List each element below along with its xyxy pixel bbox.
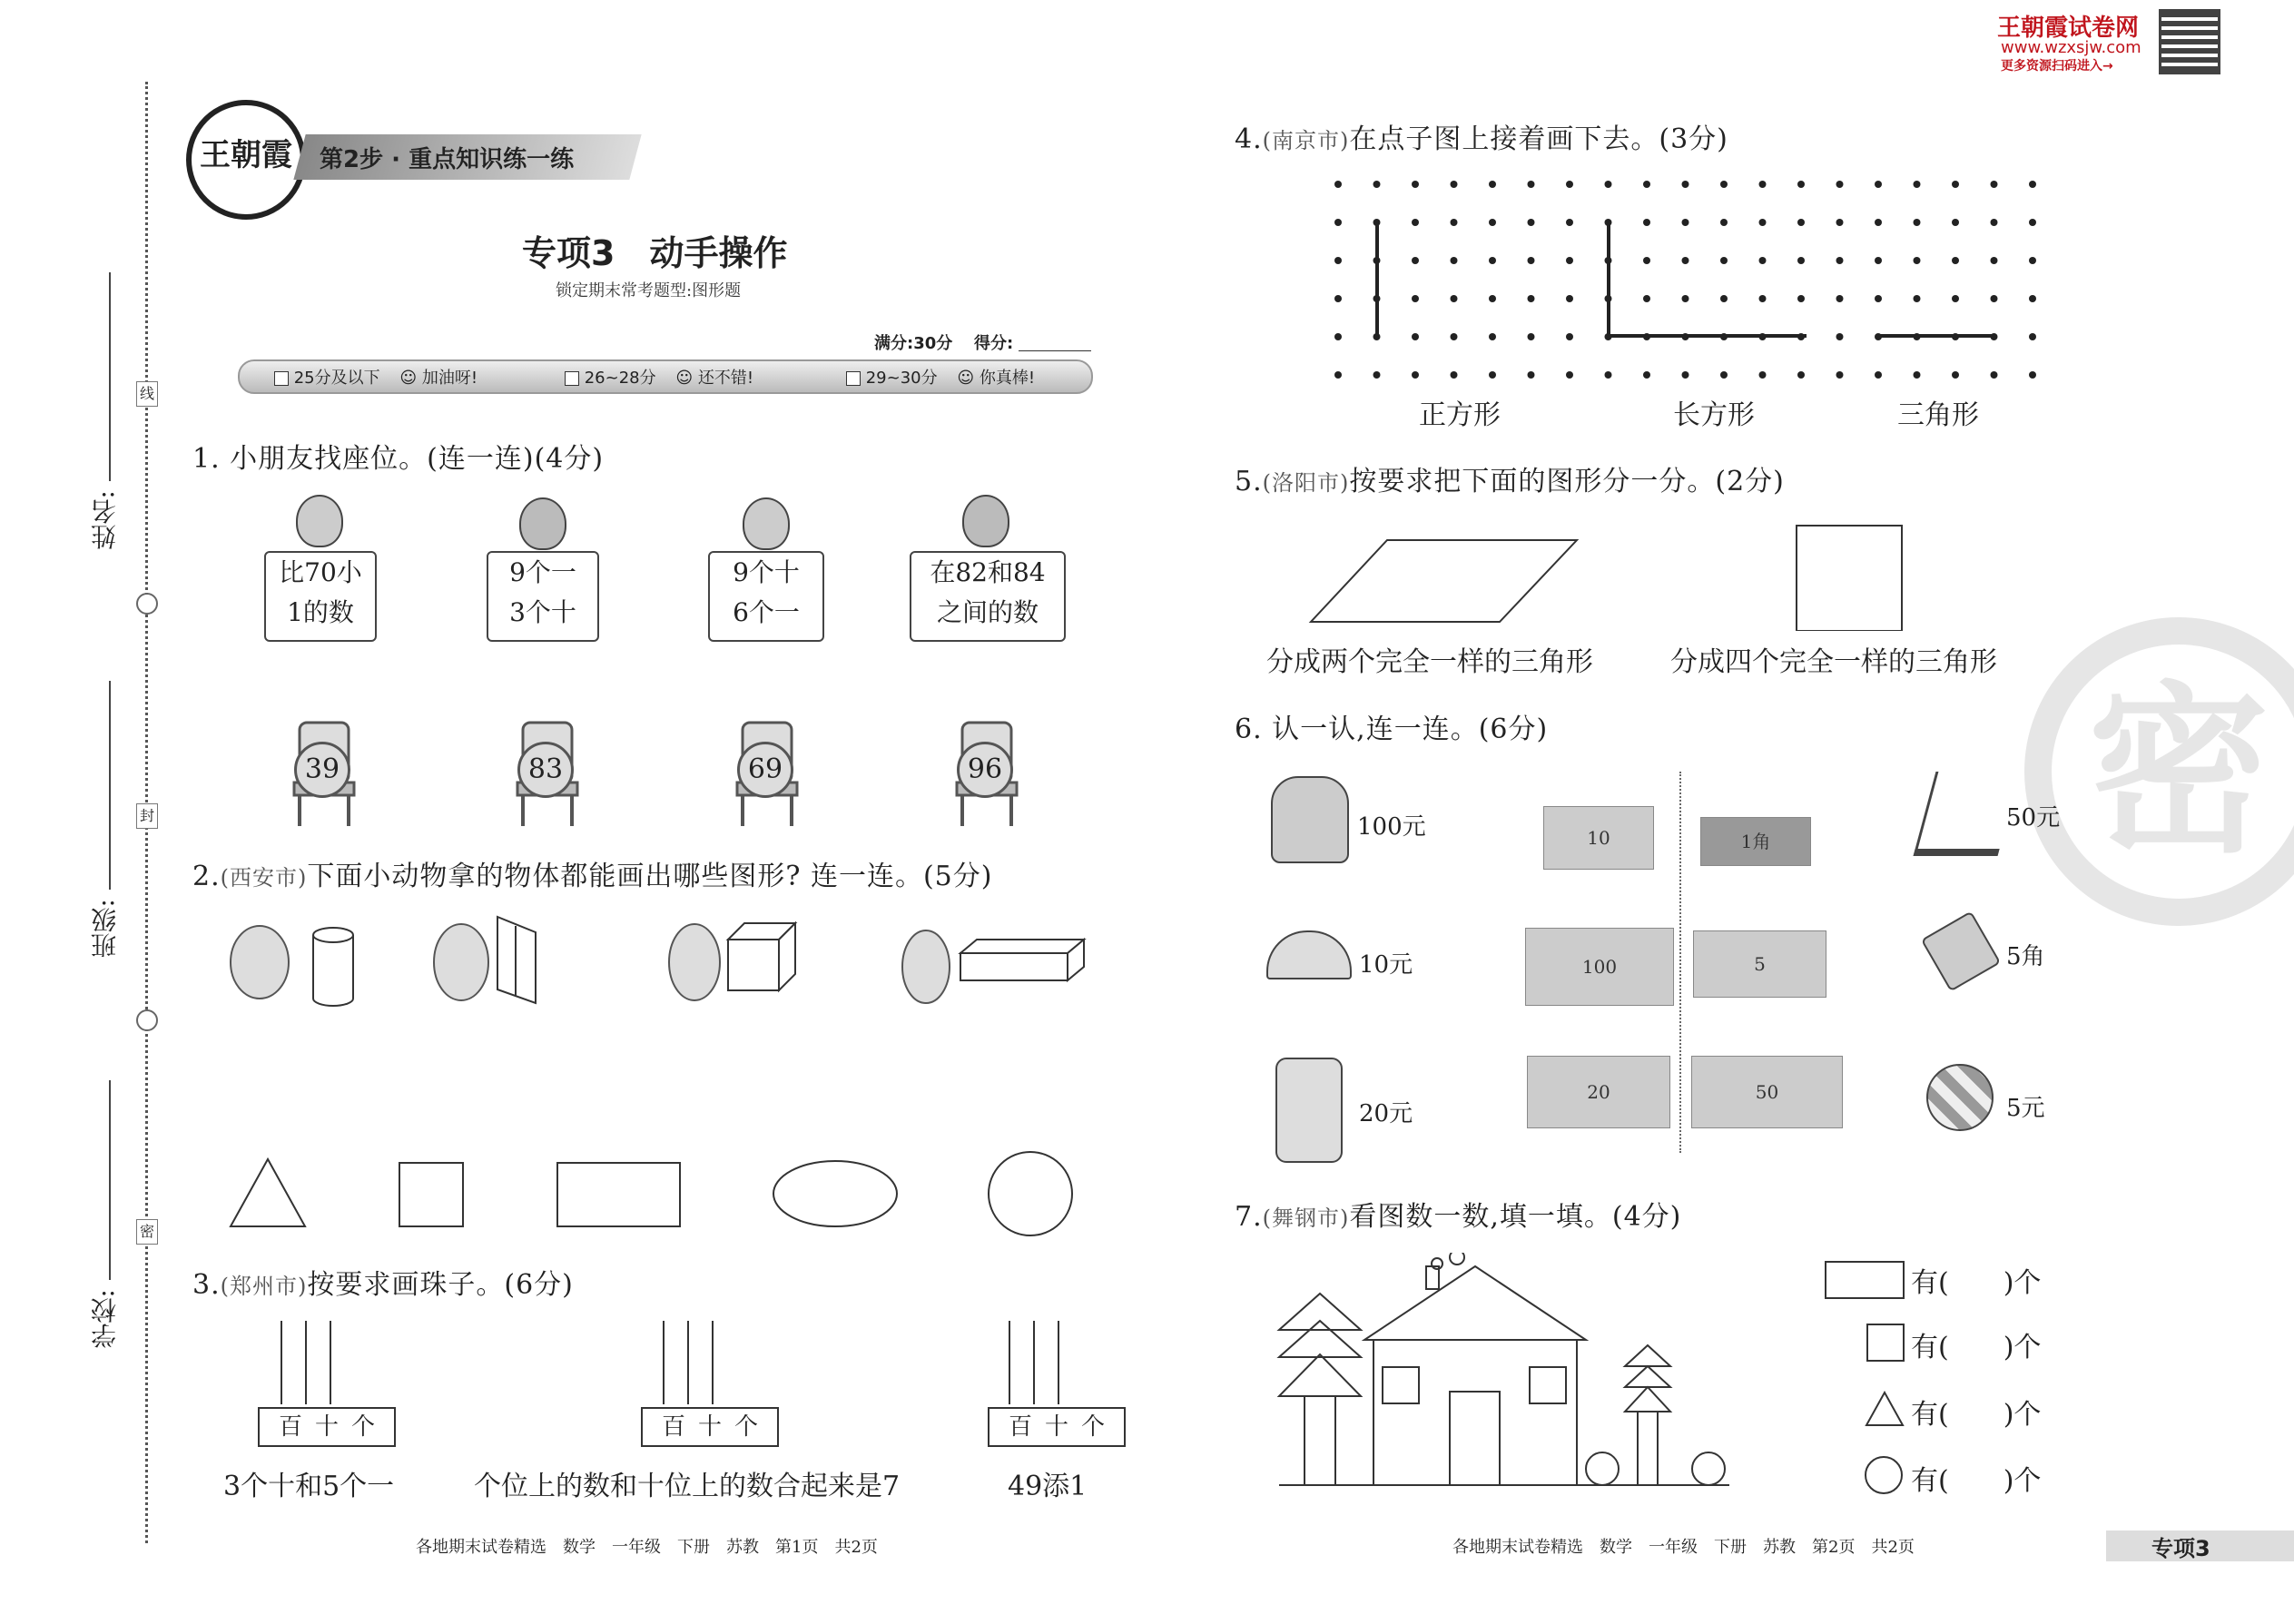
bottle-icon (1275, 1058, 1343, 1163)
grid-dot[interactable] (1334, 219, 1342, 226)
price-label[interactable]: 50元 (2006, 804, 2061, 832)
q5-city: (洛阳市) (1262, 470, 1350, 496)
grid-dot[interactable] (2029, 257, 2036, 264)
grid-dot[interactable] (1836, 181, 1844, 188)
grid-dot[interactable] (1914, 257, 1921, 264)
q5-shapes (1307, 522, 1943, 631)
q1-card-line2: 之间的数 (936, 597, 1039, 627)
q7-city: (舞钢市) (1262, 1206, 1350, 1231)
abacus-caption: 49添1 (1008, 1471, 1088, 1502)
rating-range: 26~28分 (584, 369, 656, 388)
abacus-3 (1009, 1321, 1058, 1404)
smiley-icon: ☺ (675, 369, 694, 388)
abacus-label: 百十个 (641, 1407, 779, 1447)
grid-dot[interactable] (1991, 219, 1998, 226)
q1-card[interactable] (264, 551, 377, 642)
q5-label: 分成四个完全一样的三角形 (1670, 646, 1997, 678)
price-label[interactable]: 20元 (1359, 1100, 1413, 1127)
grid-dot[interactable] (1451, 219, 1458, 226)
grid-dot[interactable] (1914, 295, 1921, 302)
grid-dot[interactable] (1489, 333, 1496, 340)
price-label[interactable]: 10元 (1359, 951, 1413, 979)
square-shape (1797, 526, 1902, 631)
banknote[interactable] (1691, 1056, 1843, 1128)
grid-dot[interactable] (2029, 295, 2036, 302)
desk-lamp-icon (1914, 772, 2021, 856)
grid-dot[interactable] (1797, 219, 1805, 226)
grid-dot[interactable] (1682, 295, 1689, 302)
q1-card[interactable] (487, 551, 599, 642)
grid-dot[interactable] (1334, 257, 1342, 264)
grid-dot[interactable] (1952, 181, 1959, 188)
fold-char-3: 密 (136, 1219, 158, 1245)
count-triangles[interactable]: 有( )个 (1911, 1399, 2042, 1431)
score-label: 得分: (974, 334, 1014, 353)
grid-dot[interactable] (1643, 257, 1650, 264)
grid-dot[interactable] (1528, 295, 1535, 302)
grid-dot[interactable] (1489, 181, 1496, 188)
grid-dot[interactable] (1451, 371, 1458, 379)
count-rectangles[interactable]: 有( )个 (1911, 1267, 2042, 1299)
q2-text: 下面小动物拿的物体都能画出哪些图形? 连一连。(5分) (307, 861, 993, 892)
school-field[interactable] (109, 1080, 111, 1280)
grid-dot[interactable] (1875, 371, 1882, 379)
grid-dot[interactable] (1373, 181, 1381, 188)
grid-dot[interactable] (1991, 257, 1998, 264)
grid-dot[interactable] (1334, 371, 1342, 379)
page-title: 专项3 动手操作 (522, 233, 788, 273)
grid-dot[interactable] (1489, 371, 1496, 379)
banknote[interactable] (1693, 930, 1826, 998)
grid-dot[interactable] (1451, 257, 1458, 264)
grid-dot[interactable] (1875, 295, 1882, 302)
q1-card-line1: 9个一 (509, 557, 576, 587)
abacus-rods (254, 1321, 1108, 1412)
q1-card-line2: 3个十 (509, 597, 576, 627)
q2-number: 2. (192, 861, 221, 892)
seat-number[interactable]: 69 (737, 742, 793, 798)
grid-dot[interactable] (1875, 257, 1882, 264)
grid-dot[interactable] (1759, 219, 1767, 226)
grid-dot[interactable] (1797, 181, 1805, 188)
grid-dot[interactable] (1489, 295, 1496, 302)
grid-dot[interactable] (1797, 257, 1805, 264)
grid-dot[interactable] (1952, 371, 1959, 379)
q6-divider (1679, 772, 1681, 1153)
q3-number: 3. (192, 1269, 221, 1301)
q3-title (192, 1262, 574, 1302)
grid-dot[interactable] (1412, 219, 1419, 226)
score-field[interactable] (1019, 350, 1091, 351)
grid-dot[interactable] (1334, 333, 1342, 340)
cuboid-icon (960, 940, 1084, 980)
banknote-value: 1角 (1740, 831, 1771, 852)
grid-dot[interactable] (2029, 181, 2036, 188)
q1-card-line1: 在82和84 (930, 557, 1046, 587)
grid-dot[interactable] (1797, 371, 1805, 379)
grid-dot[interactable] (1566, 333, 1573, 340)
q2-city: (西安市) (220, 865, 308, 891)
q5-text: 按要求把下面的图形分一分。(2分) (1349, 466, 1785, 497)
count-circles[interactable]: 有( )个 (1911, 1465, 2042, 1497)
grid-dot[interactable] (1759, 257, 1767, 264)
class-field[interactable] (109, 681, 111, 890)
grid-dot[interactable] (1489, 219, 1496, 226)
grid-dot[interactable] (1528, 333, 1535, 340)
tree-right (1625, 1345, 1670, 1485)
triangular-prism-icon (497, 917, 536, 1003)
grid-dot[interactable] (1682, 181, 1689, 188)
seat-number[interactable]: 39 (294, 742, 350, 798)
site-url[interactable]: www.wzxsjw.com (2001, 38, 2141, 57)
q7-number: 7. (1235, 1201, 1263, 1233)
grid-dot[interactable] (1759, 181, 1767, 188)
grid-dot[interactable] (1682, 371, 1689, 379)
backpack-icon (1271, 776, 1349, 863)
cube-icon (728, 923, 795, 990)
fold-char-1: 线 (136, 381, 158, 407)
price-label[interactable]: 5角 (2006, 943, 2045, 970)
rabbit-icon (902, 930, 950, 1003)
grid-dot[interactable] (1566, 295, 1573, 302)
monkey-icon (669, 924, 720, 1000)
grid-dot[interactable] (1682, 219, 1689, 226)
rating-comment: 你真棒! (979, 369, 1036, 388)
grid-dot[interactable] (1412, 333, 1419, 340)
checkbox-icon[interactable] (565, 371, 579, 386)
grid-dot[interactable] (1914, 219, 1921, 226)
q4-city: (南京市) (1262, 128, 1350, 153)
site-brand[interactable]: 王朝霞试卷网 (1997, 15, 2140, 42)
grid-dot[interactable] (1412, 371, 1419, 379)
watermark-char: 密 (2087, 664, 2269, 878)
seat-number[interactable]: 96 (957, 742, 1013, 798)
q4-text: 在点子图上接着画下去。(3分) (1349, 123, 1728, 155)
grid-dot[interactable] (1759, 371, 1767, 379)
checkbox-icon[interactable] (274, 371, 289, 386)
beach-ball-icon (1926, 1064, 1994, 1131)
fold-char-2: 封 (136, 803, 158, 829)
kid-icon (743, 497, 790, 550)
grid-dot[interactable] (1605, 371, 1612, 379)
grid-dot[interactable] (1566, 181, 1573, 188)
banknote[interactable] (1525, 928, 1674, 1006)
price-label[interactable]: 5元 (2006, 1095, 2045, 1122)
cylinder-icon (313, 928, 353, 1006)
grid-dot[interactable] (1451, 181, 1458, 188)
dog-icon (231, 926, 289, 999)
cap-icon (1266, 930, 1352, 979)
grid-dot[interactable] (1952, 257, 1959, 264)
abacus-caption: 个位上的数和十位上的数合起来是7 (474, 1471, 901, 1502)
grid-dot[interactable] (1643, 371, 1650, 379)
grid-dot[interactable] (1720, 371, 1728, 379)
q4-title (1235, 116, 1728, 156)
q7-title (1235, 1194, 1681, 1234)
grid-dot[interactable] (1914, 181, 1921, 188)
rating-range: 29~30分 (865, 369, 938, 388)
grid-dot[interactable] (1875, 181, 1882, 188)
grid-dot[interactable] (1991, 371, 1998, 379)
dot-grid[interactable] (1325, 172, 2088, 390)
grid-dot[interactable] (1566, 371, 1573, 379)
grid-dot[interactable] (1991, 295, 1998, 302)
triangle-shape (1865, 1391, 1905, 1427)
squirrel-icon (434, 924, 488, 1000)
grid-dot[interactable] (1952, 219, 1959, 226)
abacus-1 (281, 1321, 330, 1404)
rating-range: 25分及以下 (293, 369, 380, 388)
q1-card[interactable] (910, 551, 1066, 642)
grid-dot[interactable] (1373, 371, 1381, 379)
grid-dot[interactable] (1759, 295, 1767, 302)
parallelogram-shape (1311, 540, 1577, 622)
grid-dot[interactable] (1720, 295, 1728, 302)
binding-hole (136, 593, 158, 615)
grid-dot[interactable] (1412, 295, 1419, 302)
grid-dot[interactable] (1720, 219, 1728, 226)
qr-code-icon[interactable] (2159, 9, 2220, 74)
grid-dot[interactable] (1720, 181, 1728, 188)
grid-dot[interactable] (1412, 257, 1419, 264)
seat-number[interactable]: 83 (517, 742, 574, 798)
grid-dot[interactable] (1412, 181, 1419, 188)
rating-3[interactable] (846, 365, 1035, 389)
q1-card-line1: 9个十 (733, 557, 800, 587)
class-label: 班级: (90, 899, 120, 959)
q5-label: 分成两个完全一样的三角形 (1266, 646, 1593, 678)
binding-hole (136, 1009, 158, 1031)
grid-dot[interactable] (1528, 371, 1535, 379)
footer-right: 各地期末试卷精选 数学 一年级 下册 苏教 第2页 共2页 (1452, 1538, 1915, 1557)
grid-dot[interactable] (1643, 295, 1650, 302)
q2-shapes (227, 1148, 1089, 1239)
grid-dot[interactable] (1836, 295, 1844, 302)
grid-dot[interactable] (1528, 219, 1535, 226)
rectangle-shape (557, 1163, 680, 1226)
triangle-shape (231, 1159, 305, 1226)
grid-dot[interactable] (1875, 219, 1882, 226)
school-label: 学校: (90, 1289, 120, 1349)
circle-shape (1865, 1456, 1903, 1494)
q1-card[interactable] (708, 551, 824, 642)
rating-1[interactable] (274, 365, 478, 389)
full-score: 满分:30分 (874, 334, 953, 353)
grid-dot[interactable] (1489, 257, 1496, 264)
grid-dot[interactable] (1836, 219, 1844, 226)
q2-animals-objects (227, 912, 1089, 1012)
grid-dot[interactable] (1451, 295, 1458, 302)
grid-dot[interactable] (1682, 257, 1689, 264)
banknote-value: 10 (1587, 827, 1610, 849)
q2-title (192, 853, 992, 893)
q6-title: 6. 认一认,连一连。(6分) (1235, 714, 1549, 745)
grid-dot[interactable] (1334, 295, 1342, 302)
site-promo: 更多资源扫码进入→ (2001, 59, 2113, 74)
grid-dot[interactable] (2029, 219, 2036, 226)
banknote[interactable] (1543, 806, 1654, 870)
q3-text: 按要求画珠子。(6分) (307, 1269, 574, 1301)
q1-card-line2: 6个一 (733, 597, 800, 627)
abacus-label: 百十个 (988, 1407, 1126, 1447)
q7-text: 看图数一数,填一填。(4分) (1349, 1201, 1682, 1233)
q4-label: 三角形 (1897, 399, 1979, 431)
abacus-2 (664, 1321, 713, 1404)
banknote-value: 50 (1755, 1081, 1779, 1103)
page-subtitle: 锁定期末常考题型:图形题 (556, 281, 742, 300)
name-label: 姓名: (90, 490, 120, 550)
q5-number: 5. (1235, 466, 1263, 497)
banknote-value: 5 (1754, 953, 1766, 975)
grid-dot[interactable] (1914, 371, 1921, 379)
grid-dot[interactable] (2029, 371, 2036, 379)
grid-dot[interactable] (1836, 371, 1844, 379)
q5-title (1235, 458, 1785, 498)
step-title: 第2步 · 重点知识练一练 (320, 146, 575, 173)
grid-dot[interactable] (1528, 181, 1535, 188)
house-picture (1275, 1253, 1738, 1489)
grid-dot[interactable] (1836, 333, 1844, 340)
q1-title: 1. 小朋友找座位。(连一连)(4分) (192, 443, 605, 475)
tree-left (1279, 1294, 1361, 1485)
grid-dot[interactable] (1528, 257, 1535, 264)
price-label[interactable]: 100元 (1357, 813, 1426, 841)
grid-dot[interactable] (1720, 257, 1728, 264)
snack-icon (1921, 910, 2001, 991)
house (1364, 1253, 1586, 1485)
footer-left: 各地期末试卷精选 数学 一年级 下册 苏教 第1页 共2页 (416, 1538, 878, 1557)
square-shape (399, 1163, 463, 1226)
rating-2[interactable] (565, 365, 753, 389)
banknote[interactable] (1700, 817, 1811, 866)
ball (1692, 1452, 1725, 1485)
grid-dot[interactable] (1836, 257, 1844, 264)
q1-card-line2: 1的数 (287, 597, 354, 627)
q4-label: 正方形 (1419, 399, 1501, 431)
rectangle-start (1609, 222, 1807, 336)
brand-badge (186, 100, 306, 220)
grid-dot[interactable] (1952, 295, 1959, 302)
ball (1586, 1452, 1619, 1485)
abacus-caption: 3个十和5个一 (223, 1471, 395, 1502)
brand-name: 王朝霞 (200, 137, 292, 173)
footer-tab[interactable]: 专项3 (2151, 1536, 2210, 1561)
kid-icon (519, 497, 566, 550)
banknote-value: 20 (1587, 1081, 1610, 1103)
grid-dot[interactable] (1451, 333, 1458, 340)
square-shape (1866, 1324, 1905, 1362)
rating-comment: 加油呀! (421, 369, 478, 388)
grid-dot[interactable] (1566, 219, 1573, 226)
grid-dot[interactable] (2029, 333, 2036, 340)
circle-shape (989, 1152, 1072, 1235)
grid-dot[interactable] (1797, 295, 1805, 302)
grid-dot[interactable] (1643, 181, 1650, 188)
q3-city: (郑州市) (220, 1274, 308, 1299)
rating-comment: 还不错! (697, 369, 754, 388)
smiley-icon: ☺ (399, 369, 418, 388)
kid-icon (962, 495, 1009, 547)
count-squares[interactable]: 有( )个 (1911, 1332, 2042, 1363)
kid-icon (296, 495, 343, 547)
grid-dot[interactable] (1334, 181, 1342, 188)
banknote[interactable] (1527, 1056, 1670, 1128)
rectangle-shape (1825, 1261, 1905, 1299)
abacus-label: 百十个 (258, 1407, 396, 1447)
smiley-icon: ☺ (957, 369, 975, 388)
q1-card-line1: 比70小 (279, 557, 362, 587)
checkbox-icon[interactable] (846, 371, 861, 386)
grid-dot[interactable] (1991, 181, 1998, 188)
name-field[interactable] (109, 272, 111, 481)
grid-dot[interactable] (1566, 257, 1573, 264)
grid-dot[interactable] (1643, 219, 1650, 226)
q4-number: 4. (1235, 123, 1263, 155)
grid-dot[interactable] (1605, 181, 1612, 188)
watermark-seal (2024, 617, 2294, 926)
ellipse-shape (773, 1161, 897, 1226)
q4-label: 长方形 (1673, 399, 1755, 431)
banknote-value: 100 (1581, 956, 1618, 978)
